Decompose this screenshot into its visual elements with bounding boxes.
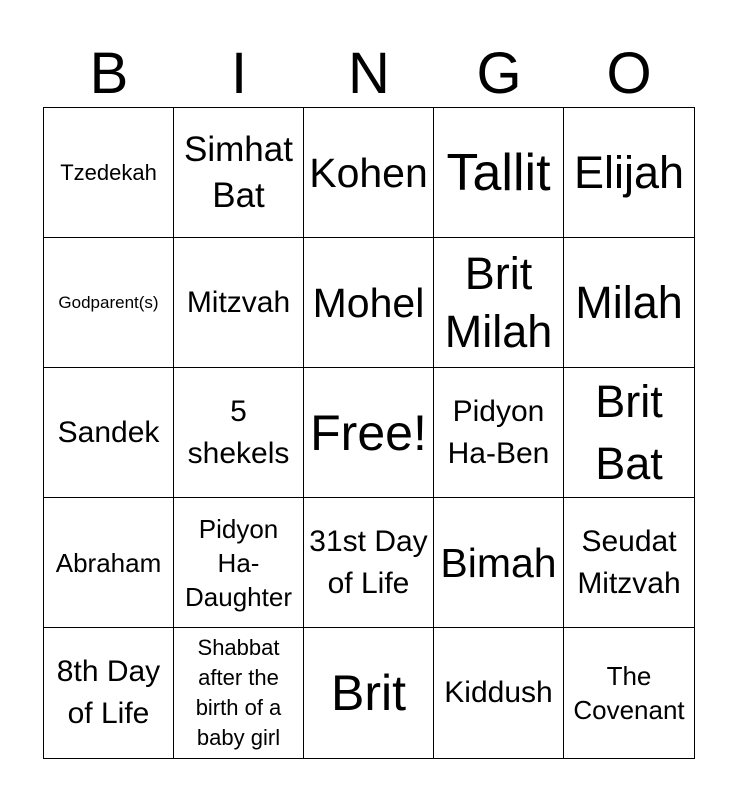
cell-label: Elijah (573, 146, 685, 198)
bingo-cell[interactable] (44, 628, 174, 758)
bingo-cell[interactable] (44, 108, 174, 238)
cell-label: 8th Day of Life (56, 655, 161, 730)
bingo-cell[interactable] (564, 498, 694, 628)
bingo-cell[interactable] (174, 498, 304, 628)
bingo-cell[interactable] (434, 238, 564, 368)
cell-label: Bimah (440, 539, 557, 586)
bingo-cell[interactable] (434, 498, 564, 628)
cell-label: 31st Day of Life (309, 524, 428, 600)
header-letter-b: B (89, 41, 129, 106)
cell-label: Sandek (57, 415, 160, 449)
cell-label: Seudat Mitzvah (577, 524, 681, 600)
cell-label: Tzedekah (60, 159, 157, 185)
bingo-cell[interactable] (174, 628, 304, 758)
bingo-cell[interactable] (174, 368, 304, 498)
cell-label: Kiddush (444, 676, 553, 709)
cell-label: Brit Bat (595, 375, 663, 489)
header-letter-n: N (348, 41, 390, 106)
bingo-cell[interactable] (304, 108, 434, 238)
bingo-cell[interactable] (304, 368, 434, 498)
cell-label: Brit Milah (444, 247, 553, 357)
header-letter-o: O (606, 41, 652, 106)
bingo-card-grid (43, 107, 695, 759)
bingo-cell[interactable] (564, 628, 694, 758)
cell-label: 5 shekels (187, 394, 290, 470)
bingo-cell[interactable] (304, 498, 434, 628)
cell-label: Brit (331, 665, 406, 721)
cell-label: Mohel (312, 279, 425, 326)
bingo-cell[interactable] (44, 238, 174, 368)
bingo-cell[interactable] (44, 368, 174, 498)
cell-label: Kohen (309, 149, 428, 196)
cell-label: Pidyon Ha-Ben (447, 394, 550, 470)
bingo-cell[interactable] (564, 368, 694, 498)
cell-label: Free! (310, 404, 427, 461)
cell-label: Pidyon Ha-Daughter (185, 513, 292, 612)
bingo-cell[interactable] (564, 238, 694, 368)
bingo-cell[interactable] (44, 498, 174, 628)
bingo-cell[interactable] (434, 108, 564, 238)
header-letter-g: G (476, 41, 522, 106)
bingo-cell[interactable] (434, 628, 564, 758)
cell-label: Abraham (55, 547, 162, 578)
cell-label: The Covenant (573, 661, 685, 725)
cell-label: Tallit (446, 143, 551, 202)
bingo-cell[interactable] (434, 368, 564, 498)
cell-label: Shabbat after the birth of a baby girl (195, 635, 282, 750)
bingo-cell[interactable] (174, 238, 304, 368)
bingo-cell[interactable] (304, 628, 434, 758)
cell-label: Mitzvah (186, 285, 291, 319)
bingo-cell[interactable] (174, 108, 304, 238)
bingo-header (44, 40, 694, 108)
header-letter-i: I (230, 41, 248, 106)
bingo-cell[interactable] (564, 108, 694, 238)
cell-label: Simhat Bat (184, 129, 293, 215)
cell-label: Milah (575, 276, 683, 328)
bingo-cell[interactable] (304, 238, 434, 368)
cell-label: Godparent(s) (58, 292, 159, 312)
